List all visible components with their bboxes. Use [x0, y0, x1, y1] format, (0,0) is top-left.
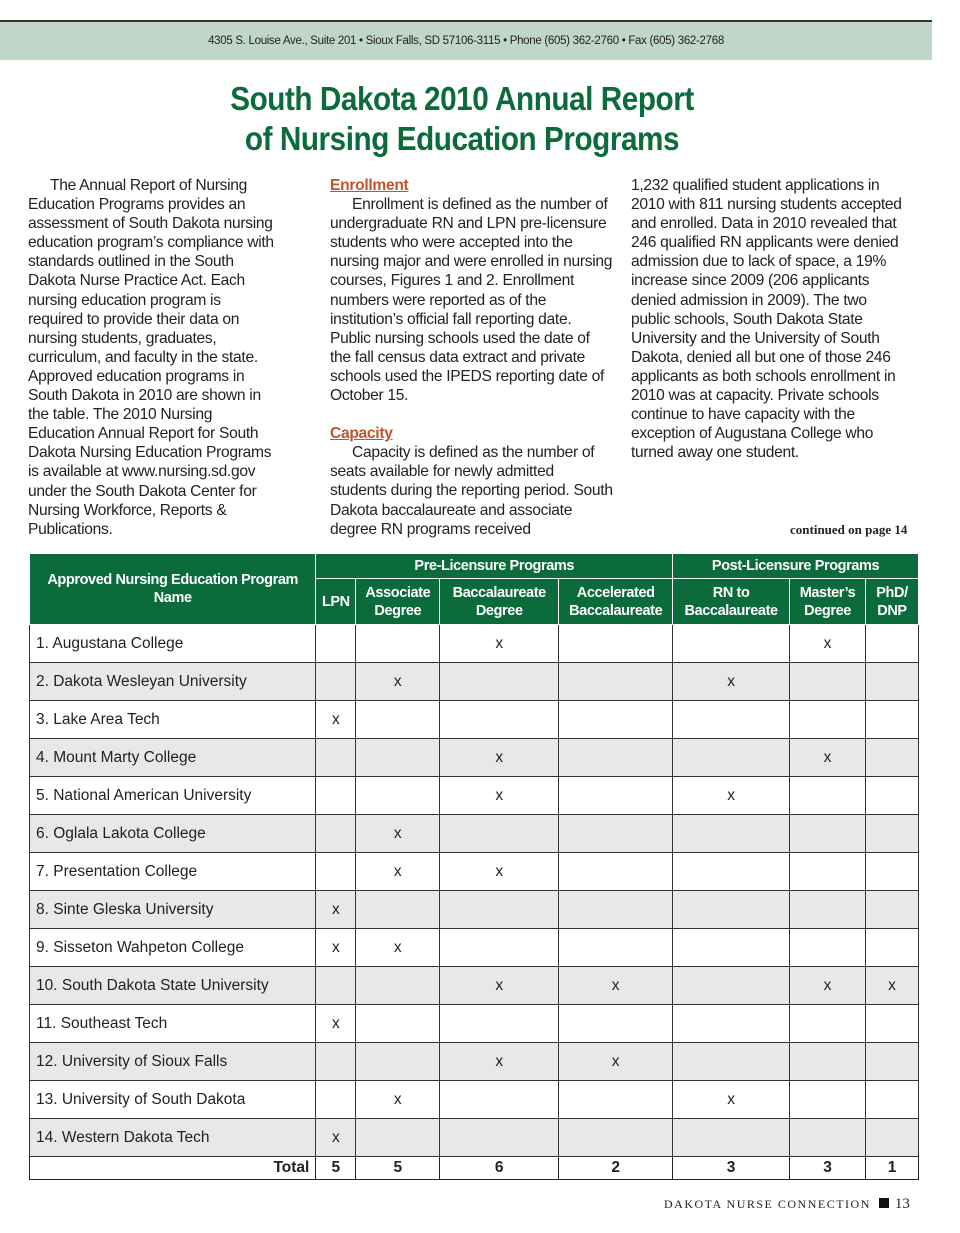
program-cell	[356, 1119, 440, 1157]
capacity-paragraph: Capacity is defined as the number of seats available for newly admitted students during the reporting period. South Dakota baccalaureate and associate degree RN programs received	[330, 444, 613, 538]
program-name: 11. Southeast Tech	[30, 1005, 316, 1043]
total-row	[30, 1157, 919, 1180]
program-cell: x	[440, 967, 559, 1005]
program-name: 2. Dakota Wesleyan University	[30, 663, 316, 701]
program-cell	[356, 891, 440, 929]
post-licensure-header: Post-Licensure Programs	[673, 554, 919, 579]
pre-licensure-header: Pre-Licensure Programs	[316, 554, 673, 579]
program-cell: x	[440, 853, 559, 891]
program-cell: x	[673, 663, 790, 701]
program-cell	[866, 891, 919, 929]
program-cell	[673, 625, 790, 663]
total-value: 5	[356, 1157, 440, 1180]
program-cell	[440, 929, 559, 967]
program-cell: x	[673, 777, 790, 815]
program-cell	[440, 701, 559, 739]
page-title-line2: of Nursing Education Programs	[244, 120, 680, 157]
program-cell	[559, 891, 673, 929]
program-cell: x	[316, 1119, 356, 1157]
program-name-header: Approved Nursing Education Program Name	[30, 554, 316, 625]
program-cell	[559, 739, 673, 777]
program-cell	[790, 701, 866, 739]
capacity-heading: Capacity	[330, 425, 393, 443]
program-name: 7. Presentation College	[30, 853, 316, 891]
program-cell	[356, 625, 440, 663]
program-cell	[559, 815, 673, 853]
program-cell	[559, 625, 673, 663]
program-cell: x	[790, 739, 866, 777]
program-cell	[790, 1005, 866, 1043]
program-cell: x	[356, 853, 440, 891]
program-cell	[559, 1119, 673, 1157]
program-cell	[316, 625, 356, 663]
program-cell	[356, 1005, 440, 1043]
program-cell	[866, 815, 919, 853]
table-row	[30, 815, 919, 853]
column-header: Associate Degree	[356, 579, 440, 625]
column-2	[330, 176, 614, 539]
program-cell: x	[673, 1081, 790, 1119]
capacity-continued-paragraph: 1,232 qualified student applications in 2010 with 811 nursing students accepted and enrolled. Data in 2010 revealed that 246 qualified RN applicants were denied admission due to lack of space, a 19% increase since 2009 (206 applicants denied admission in 2009). The two public schools, South Dakota State University and the University of South Dakota, denied all but one of those 246 applicants as both schools enrollment in 2010 was at capacity. Private schools continue to have capacity with the exception of Augustana College who turned away one student.	[631, 177, 902, 462]
table-row	[30, 1081, 919, 1119]
intro-paragraph: The Annual Report of Nursing Education Programs provides an assessment of South Dakota nursing education program’s compliance with standards outlined in the South Dakota Nurse Practice Act. Each nursing education program is required to provide their data on nursing students, graduates, curriculum, and faculty in the state. Approved education programs in South Dakota in 2010 are shown in the table. The 2010 Nursing Education Annual Report for South Dakota Nursing Education Programs is available at www.nursing.sd.gov under the South Dakota Center for Nursing Workforce, Reports & Publications.	[28, 177, 274, 538]
column-header: Accelerated Baccalaureate	[559, 579, 673, 625]
footer	[664, 1196, 910, 1213]
table-row	[30, 1119, 919, 1157]
program-cell	[790, 777, 866, 815]
program-cell	[866, 1043, 919, 1081]
publication-name: DAKOTA NURSE CONNECTION	[664, 1197, 871, 1211]
program-cell	[866, 929, 919, 967]
enrollment-heading: Enrollment	[330, 177, 409, 194]
program-cell: x	[316, 701, 356, 739]
program-cell	[559, 929, 673, 967]
program-cell	[790, 815, 866, 853]
program-cell	[673, 815, 790, 853]
program-cell: x	[559, 967, 673, 1005]
program-cell	[673, 701, 790, 739]
address-band: 4305 S. Louise Ave., Suite 201 • Sioux Falls, SD 57106-3115 • Phone (605) 362-2760 • Fax (605) 362-2768	[0, 22, 932, 60]
program-cell	[790, 1043, 866, 1081]
program-cell	[440, 1005, 559, 1043]
program-cell	[440, 891, 559, 929]
program-cell	[440, 1119, 559, 1157]
program-cell: x	[440, 625, 559, 663]
total-value: 3	[790, 1157, 866, 1180]
program-cell	[440, 1081, 559, 1119]
program-cell	[790, 929, 866, 967]
program-cell	[673, 853, 790, 891]
column-3	[631, 176, 906, 462]
program-name: 4. Mount Marty College	[30, 739, 316, 777]
program-cell: x	[356, 1081, 440, 1119]
table-row	[30, 929, 919, 967]
total-value: 1	[866, 1157, 919, 1180]
program-cell: x	[316, 929, 356, 967]
column-1	[28, 176, 278, 539]
program-cell: x	[559, 1043, 673, 1081]
program-name: 6. Oglala Lakota College	[30, 815, 316, 853]
program-cell	[356, 701, 440, 739]
program-cell	[790, 1081, 866, 1119]
program-cell	[866, 663, 919, 701]
program-name: 3. Lake Area Tech	[30, 701, 316, 739]
program-cell	[673, 891, 790, 929]
program-cell	[356, 739, 440, 777]
program-name: 14. Western Dakota Tech	[30, 1119, 316, 1157]
column-header: Baccalaureate Degree	[440, 579, 559, 625]
program-name: 13. University of South Dakota	[30, 1081, 316, 1119]
program-cell: x	[316, 1005, 356, 1043]
program-cell	[559, 1081, 673, 1119]
program-cell	[673, 967, 790, 1005]
program-cell	[559, 1005, 673, 1043]
column-header: LPN	[316, 579, 356, 625]
program-cell	[866, 1005, 919, 1043]
program-cell	[559, 701, 673, 739]
program-cell	[440, 815, 559, 853]
program-cell	[790, 663, 866, 701]
program-name: 5. National American University	[30, 777, 316, 815]
program-cell: x	[440, 739, 559, 777]
enrollment-paragraph: Enrollment is defined as the number of undergraduate RN and LPN pre-licensure students who were accepted into the nursing major and were enrolled in nursing courses, Figures 1 and 2. Enrollment numbers were reported as of the institution’s official fall reporting date. Public nursing schools used the date of the fall census data extract and private schools used the IPEDS reporting date of October 15.	[330, 196, 613, 405]
total-value: 5	[316, 1157, 356, 1180]
program-cell	[673, 1043, 790, 1081]
program-cell: x	[356, 663, 440, 701]
program-cell	[866, 1081, 919, 1119]
program-cell	[316, 1043, 356, 1081]
program-cell: x	[356, 815, 440, 853]
table-row	[30, 625, 919, 663]
program-cell	[316, 663, 356, 701]
program-cell	[866, 701, 919, 739]
program-cell	[440, 663, 559, 701]
program-cell	[673, 739, 790, 777]
program-cell	[866, 625, 919, 663]
total-value: 3	[673, 1157, 790, 1180]
program-cell: x	[440, 777, 559, 815]
table-row	[30, 777, 919, 815]
program-cell: x	[440, 1043, 559, 1081]
program-cell	[866, 739, 919, 777]
program-cell	[866, 777, 919, 815]
program-name: 12. University of Sioux Falls	[30, 1043, 316, 1081]
table-row	[30, 739, 919, 777]
program-cell	[316, 967, 356, 1005]
program-name: 8. Sinte Gleska University	[30, 891, 316, 929]
program-cell	[316, 1081, 356, 1119]
programs-table	[29, 553, 919, 1180]
column-header: RN to Baccalaureate	[673, 579, 790, 625]
column-header: Master’s Degree	[790, 579, 866, 625]
table-row	[30, 663, 919, 701]
program-cell	[673, 1119, 790, 1157]
program-cell	[790, 891, 866, 929]
continued-note: continued on page 14	[790, 522, 908, 537]
program-cell	[356, 777, 440, 815]
program-cell	[866, 1119, 919, 1157]
page-number: 13	[894, 1196, 910, 1212]
column-header: PhD/ DNP	[866, 579, 919, 625]
table-row	[30, 1005, 919, 1043]
program-cell: x	[866, 967, 919, 1005]
table-row	[30, 701, 919, 739]
program-cell	[673, 929, 790, 967]
program-cell	[356, 967, 440, 1005]
table-row	[30, 853, 919, 891]
table-row	[30, 891, 919, 929]
total-value: 6	[440, 1157, 559, 1180]
program-cell: x	[790, 967, 866, 1005]
table-row	[30, 1043, 919, 1081]
square-bullet-icon	[879, 1198, 889, 1208]
program-cell: x	[356, 929, 440, 967]
program-cell	[559, 777, 673, 815]
program-name: 9. Sisseton Wahpeton College	[30, 929, 316, 967]
program-cell	[316, 739, 356, 777]
program-cell	[866, 853, 919, 891]
program-cell	[559, 853, 673, 891]
program-cell	[790, 853, 866, 891]
program-name: 1. Augustana College	[30, 625, 316, 663]
program-cell	[673, 1005, 790, 1043]
program-cell	[356, 1043, 440, 1081]
page-title-line1: South Dakota 2010 Annual Report	[230, 80, 694, 117]
program-cell	[316, 815, 356, 853]
table-row	[30, 967, 919, 1005]
program-cell	[316, 777, 356, 815]
program-cell: x	[316, 891, 356, 929]
program-cell	[316, 853, 356, 891]
total-value: 2	[559, 1157, 673, 1180]
total-label: Total	[30, 1157, 316, 1180]
program-name: 10. South Dakota State University	[30, 967, 316, 1005]
program-cell	[790, 1119, 866, 1157]
program-cell: x	[790, 625, 866, 663]
program-cell	[559, 663, 673, 701]
